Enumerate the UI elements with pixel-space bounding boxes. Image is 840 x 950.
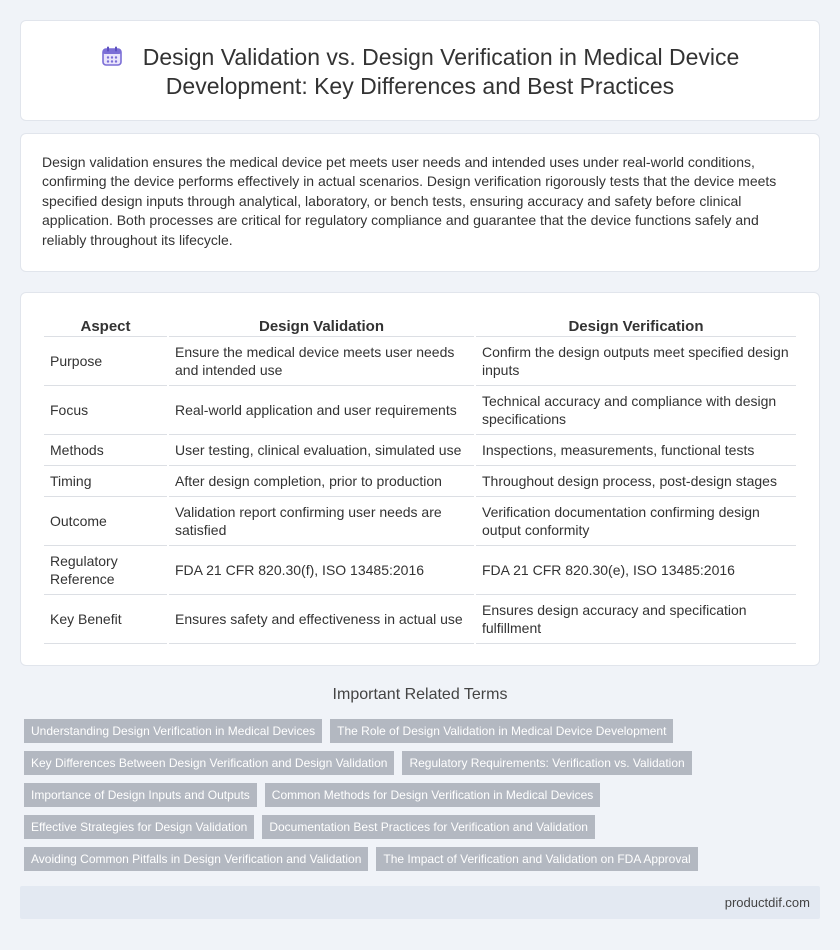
row-verification: FDA 21 CFR 820.30(e), ISO 13485:2016 (476, 546, 796, 595)
header-card (20, 20, 820, 121)
table-row (44, 595, 796, 644)
intro-card (20, 133, 820, 272)
related-term-tag[interactable]: Regulatory Requirements: Verification vs. Validation (402, 751, 691, 775)
row-validation: Ensures safety and effectiveness in actual use (169, 595, 474, 644)
related-term-tag[interactable]: Key Differences Between Design Verification and Design Validation (24, 751, 394, 775)
footer-site[interactable]: productdif.com (724, 895, 810, 910)
related-terms-list (24, 719, 804, 871)
calendar-icon (101, 45, 123, 67)
footer (20, 886, 820, 919)
related-terms-title: Important Related Terms (332, 686, 508, 703)
row-aspect: Timing (44, 466, 167, 497)
row-aspect: Key Benefit (44, 595, 167, 644)
row-verification: Technical accuracy and compliance with design specifications (476, 386, 796, 435)
related-term-tag[interactable]: Documentation Best Practices for Verification and Validation (262, 815, 595, 839)
related-term-tag[interactable]: Effective Strategies for Design Validation (24, 815, 254, 839)
row-verification: Inspections, measurements, functional tests (476, 435, 796, 466)
row-verification: Verification documentation confirming design output conformity (476, 497, 796, 546)
row-aspect: Outcome (44, 497, 167, 546)
related-term-tag[interactable]: Understanding Design Verification in Medical Devices (24, 719, 322, 743)
row-verification: Throughout design process, post-design stages (476, 466, 796, 497)
row-validation: Real-world application and user requirements (169, 386, 474, 435)
header-design-validation: Design Validation (169, 316, 474, 337)
header-design-verification: Design Verification (476, 316, 796, 337)
table-row (44, 386, 796, 435)
related-term-tag[interactable]: The Impact of Verification and Validation on FDA Approval (376, 847, 697, 871)
row-validation: Ensure the medical device meets user needs and intended use (169, 337, 474, 386)
row-aspect: Regulatory Reference (44, 546, 167, 595)
table-row (44, 435, 796, 466)
related-term-tag[interactable]: The Role of Design Validation in Medical Device Development (330, 719, 673, 743)
header-aspect: Aspect (44, 316, 167, 337)
row-verification: Ensures design accuracy and specification fulfillment (476, 595, 796, 644)
related-term-tag[interactable]: Importance of Design Inputs and Outputs (24, 783, 257, 807)
row-aspect: Purpose (44, 337, 167, 386)
page-title: Design Validation vs. Design Verification in Medical Device Development: Key Differences and Best Practices (142, 44, 740, 99)
related-term-tag[interactable]: Avoiding Common Pitfalls in Design Verification and Validation (24, 847, 368, 871)
row-validation: User testing, clinical evaluation, simulated use (169, 435, 474, 466)
comparison-table (42, 316, 798, 644)
comparison-table-card (20, 292, 820, 666)
row-validation: After design completion, prior to production (169, 466, 474, 497)
row-aspect: Methods (44, 435, 167, 466)
table-row (44, 337, 796, 386)
related-term-tag[interactable]: Common Methods for Design Verification in Medical Devices (265, 783, 600, 807)
table-row (44, 466, 796, 497)
intro-text: Design validation ensures the medical device pet meets user needs and intended uses under real-world conditions, confirming the device performs effectively in actual scenarios. Design verification rigorously tests that the device meets specified design inputs through analytical, laboratory, or bench tests, ensuring accuracy and safety before clinical application. Both processes are critical for regulatory compliance and guarantee that the device functions safely and reliably throughout its lifecycle. (42, 154, 777, 248)
table-row (44, 497, 796, 546)
table-header-row (44, 316, 796, 337)
table-row (44, 546, 796, 595)
row-validation: Validation report confirming user needs are satisfied (169, 497, 474, 546)
row-verification: Confirm the design outputs meet specified design inputs (476, 337, 796, 386)
page-title-wrap (21, 43, 819, 101)
row-validation: FDA 21 CFR 820.30(f), ISO 13485:2016 (169, 546, 474, 595)
row-aspect: Focus (44, 386, 167, 435)
